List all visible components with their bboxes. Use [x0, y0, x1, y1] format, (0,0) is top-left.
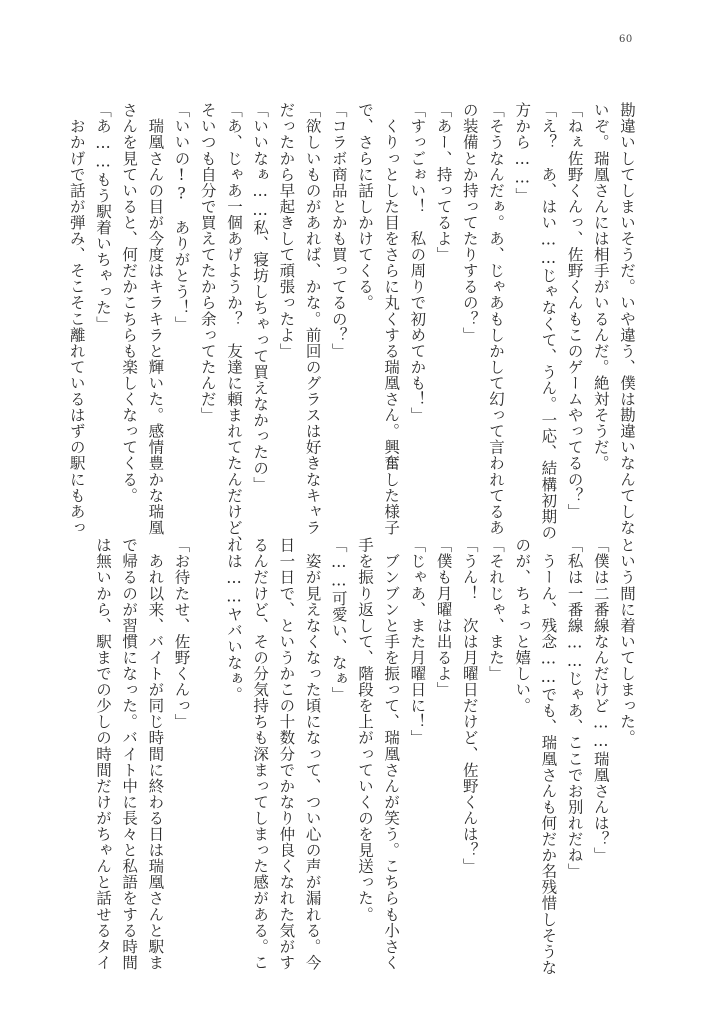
text-line: 「いいなぁ……私、寝坊しちゃって買えなかったの」	[251, 102, 270, 493]
text-line: さんを見ていると、何だかこちらも楽しくなってくる。	[120, 102, 139, 504]
text-line: あれ以来、バイトが同じ時間に終わる日は瑞凰さんと駅ま	[146, 537, 165, 971]
text-line: 「いいの!? ありがとう！」	[172, 102, 191, 332]
text-line: 手を振り返して、階段を上がっていくのを見送った。	[355, 537, 374, 923]
text-line: るんだけど、その分気持ちも深まってしまった感がある。こ	[251, 537, 270, 971]
text-line: 勘違いしてしまいそうだ。いや違う、僕は勘違いなんてしな	[618, 102, 636, 536]
text-line: の装備とか持ってたりするの？」	[460, 102, 479, 343]
text-line: そいつも自分で買えてたから余ってたんだ」	[198, 102, 217, 423]
text-line: で、さらに話しかけてくる。	[355, 102, 374, 311]
text-line: 「うん！ 次は月曜日だけど、佐野くんは？」	[460, 537, 479, 875]
text-line: いぞ。瑞凰さんには相手がいるんだ。絶対そうだ。	[591, 102, 610, 472]
text-line: 日一日で、というかこの十数分でかなり仲良くなれた気がす	[277, 537, 296, 971]
upper-text-block	[64, 102, 640, 552]
text-line: れは……ヤバいなぁ。	[224, 537, 243, 703]
text-line: 「僕は二番線なんだけど……瑞凰さんは？」	[591, 537, 610, 863]
text-line: 方から……」	[513, 102, 532, 204]
text-line: 「僕も月曜は出るよ」	[434, 537, 453, 698]
lower-text-block	[90, 537, 640, 976]
text-line: 「そうなんだぁ。あ、じゃあもしかして幻って言われてるあ	[486, 102, 505, 536]
text-line: 「コラボ商品とかも買ってるの？」	[329, 102, 348, 359]
text-line: 「欲しいものがあれば、かな。前回のグラスは好きなキャラ	[303, 102, 322, 536]
text-line: という間に着いてしまった。	[618, 537, 636, 746]
text-line: だったから早起きして頑張ったよ」	[277, 102, 296, 359]
text-line: ブンブンと手を振って、瑞凰さんが笑う。こちらも小さく	[382, 537, 401, 971]
text-line: 瑞凰さんの目が今度はキラキラと輝いた。感情豊かな瑞凰	[146, 102, 165, 536]
text-line: おかげで話が弾み、そこそこ離れているはずの駅にもあっ	[67, 102, 86, 536]
text-line: うーん、残念……でも、瑞凰さんも何だか名残惜しそうな	[539, 537, 558, 976]
text-line: 「え？ あ、はい……じゃなくて、うん。一応、結構初期の	[539, 102, 558, 541]
text-line: は無いから、駅までの少しの時間だけがちゃんと話せるタイ	[93, 537, 112, 971]
text-line: 「あー、持ってるよ」	[434, 102, 453, 263]
text-line: 姿が見えなくなった頃になって、つい心の声が漏れる。今	[303, 537, 322, 971]
text-line: 「それじゃ、また」	[486, 537, 505, 682]
text-line: 「私は一番線……じゃあ、ここでお別れだね」	[565, 537, 584, 880]
text-line: 「すっごぉい！ 私の周りで初めてかも！」	[408, 102, 427, 423]
text-line: 「……可愛い、なぁ」	[329, 537, 348, 703]
page-number: 60	[619, 34, 633, 45]
text-line: で帰るのが習慣になった。バイト中に長々と私語をする時間	[120, 537, 139, 971]
text-line	[195, 537, 221, 937]
text-line: 「あ……もう駅着いちゃった」	[93, 102, 112, 332]
text-line: 「じゃあ、また月曜日に！」	[408, 537, 427, 746]
text-line: のが、ちょっと嬉しい。	[513, 537, 532, 714]
text-line: 「ねぇ佐野くんっ、佐野くんもこのゲームやってるの？」	[565, 102, 584, 520]
text-line: 「お待たせ、佐野くんっ」	[172, 537, 191, 730]
text-line: 「あ、じゃあ一個あげようか？ 友達に頼まれてたんだけど、	[224, 102, 243, 552]
text-line: くりっとした目をさらに丸くする瑞凰さん。興奮した様子	[382, 102, 401, 536]
